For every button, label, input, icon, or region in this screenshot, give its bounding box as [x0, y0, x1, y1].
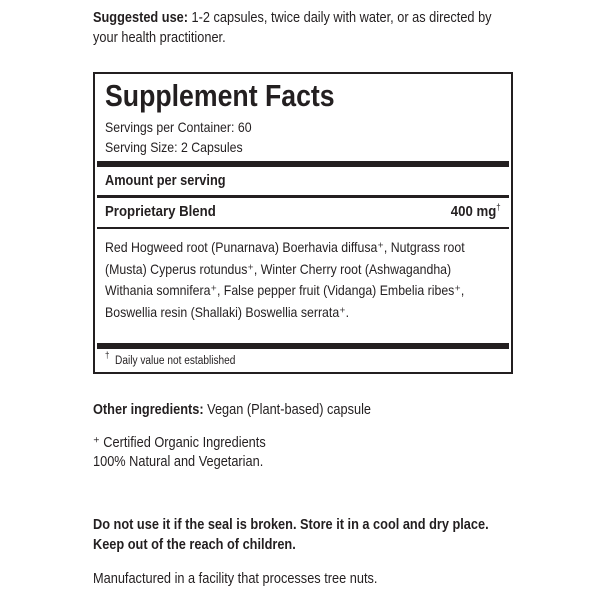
storage-warning: [93, 515, 489, 555]
ingredient-line: Red Hogweed root (Punarnava) Boerhavia diffusa⁺, Nutgrass root: [105, 239, 465, 255]
servings-per-container: Servings per Container: 60: [105, 119, 252, 135]
warning-line2: Keep out of the reach of children.: [93, 537, 296, 553]
certification-notes: [93, 434, 266, 472]
blend-ingredients: [105, 237, 501, 323]
amount-per-serving-label: Amount per serving: [105, 173, 226, 189]
allergen-statement: Manufactured in a facility that processes tree nuts.: [93, 571, 378, 587]
supplement-facts-title: Supplement Facts: [105, 78, 335, 113]
warning-line1: Do not use it if the seal is broken. Store it in a cool and dry place.: [93, 517, 489, 533]
natural-note: 100% Natural and Vegetarian.: [93, 454, 264, 470]
other-ingredients: [93, 400, 371, 420]
blend-amount-mark: †: [496, 202, 501, 212]
divider-thick: [97, 161, 509, 167]
proprietary-blend-row: [105, 202, 501, 222]
suggested-use: [93, 8, 492, 48]
suggested-use-label: Suggested use:: [93, 10, 189, 26]
other-ingredients-text: Vegan (Plant-based) capsule: [203, 402, 372, 418]
dv-note-mark: †: [105, 350, 110, 360]
serving-size: Serving Size: 2 Capsules: [105, 139, 243, 155]
suggested-use-line1: 1-2 capsules, twice daily with water, or as directed by: [188, 10, 492, 26]
ingredient-line: (Musta) Cyperus rotundus⁺, Winter Cherry root (Ashwagandha): [105, 260, 452, 277]
servings-info: [105, 117, 501, 157]
dv-note-text: Daily value not established: [109, 355, 236, 367]
divider-thick-bottom: [97, 343, 509, 349]
divider-thin: [97, 227, 509, 229]
organic-note: ⁺ Certified Organic Ingredients: [93, 435, 266, 451]
supplement-facts-panel: [93, 72, 513, 374]
ingredient-line: Boswellia resin (Shallaki) Boswellia serrata⁺.: [105, 303, 350, 320]
blend-name: Proprietary Blend: [105, 203, 216, 220]
ingredient-line: Withania somnifera⁺, False pepper fruit (Vidanga) Embelia ribes⁺,: [105, 282, 465, 298]
blend-amount-value: 400 mg: [451, 203, 497, 220]
divider-medium: [97, 195, 509, 198]
daily-value-note: [105, 350, 453, 369]
other-ingredients-label: Other ingredients:: [93, 402, 204, 418]
blend-amount: [451, 202, 501, 222]
suggested-use-line2: your health practitioner.: [93, 30, 226, 46]
